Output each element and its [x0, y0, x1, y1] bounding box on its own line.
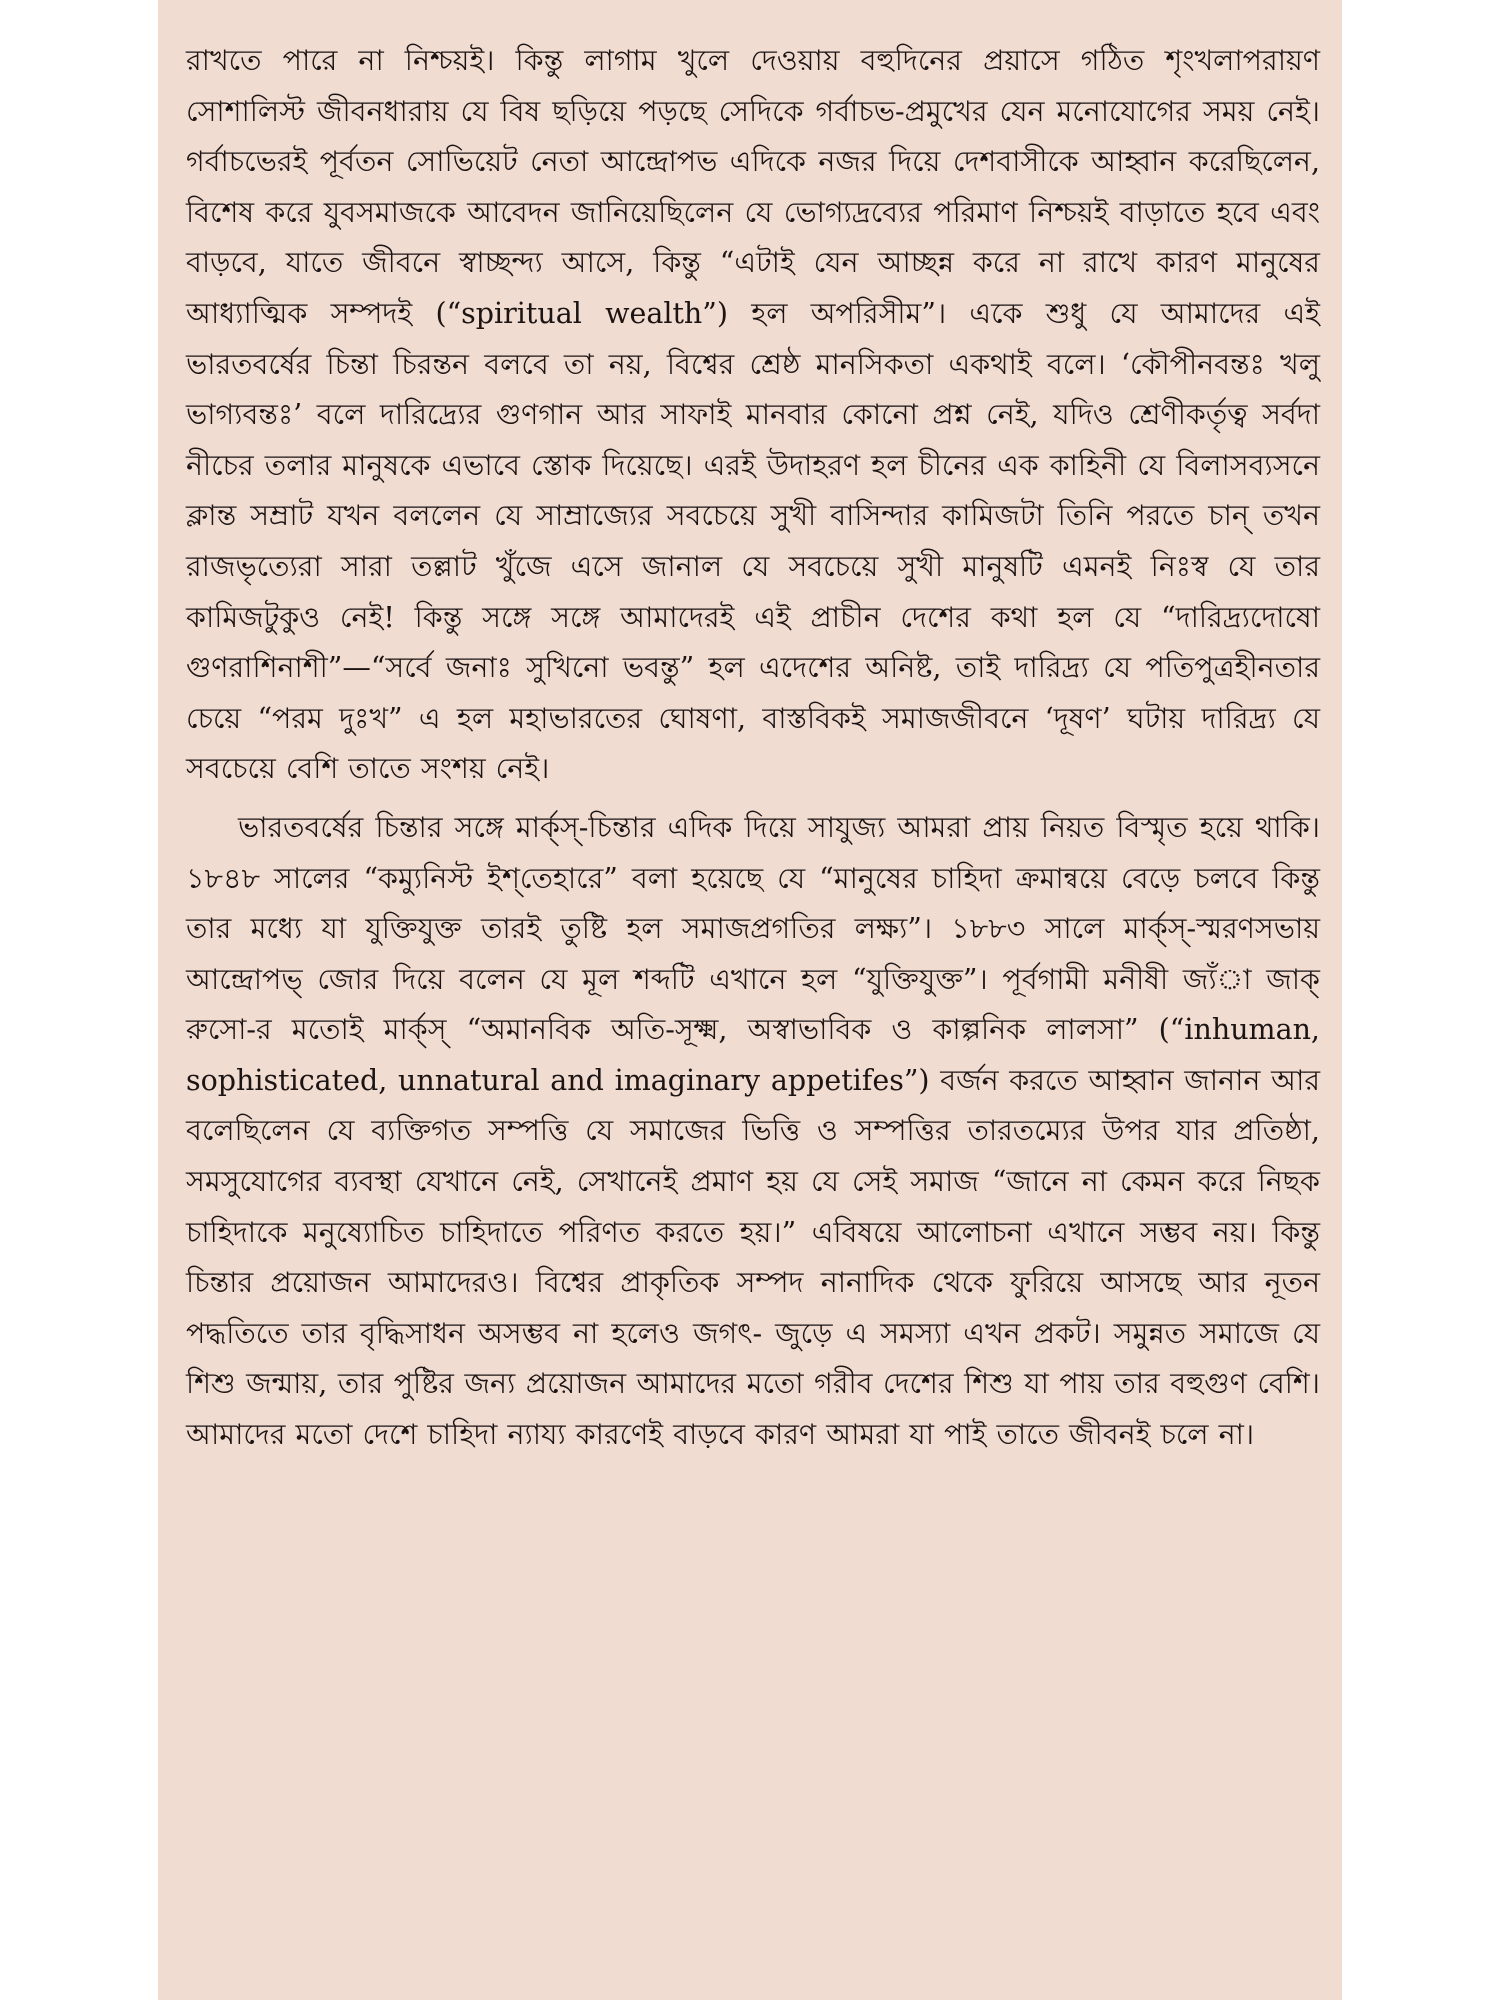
scanned-page — [158, 0, 1342, 2000]
paragraph-2: ভারতবর্ষের চিন্তার সঙ্গে মার্ক্‌স্-চিন্তার এদিক দিয়ে সাযুজ্য আমরা প্রায় নিয়ত বিস্মৃত হয়ে থাকি। ১৮৪৮ সালের “কম্যুনিস্ট ইশ্‌তেহারে” বলা হয়েছে যে “মানুষের চাহিদা ক্রমান্বয়ে বেড়ে চলবে কিন্তু তার মধ্যে যা যুক্তিযুক্ত তারই তুষ্টি হল সমাজপ্রগতির লক্ষ্য”। ১৮৮৩ সালে মার্ক্‌স্-স্মরণসভায় আন্দ্রোপভ্ জোর দিয়ে বলেন যে মূল শব্দটি এখানে হল “যুক্তিযুক্ত”। পূর্বগামী মনীষী জ্যঁা জাক্ রুসো-র মতোই মার্ক্‌স্ “অমানবিক অতি-সূক্ষ্ম, অস্বাভাবিক ও কাল্পনিক লালসা” (“inhuman, sophisticated, unnatural and imaginary appetifes”) বর্জন করতে আহ্বান জানান আর বলেছিলেন যে ব্যক্তিগত সম্পত্তি যে সমাজের ভিত্তি ও সম্পত্তির তারতম্যের উপর যার প্রতিষ্ঠা, সমসুযোগের ব্যবস্থা যেখানে নেই, সেখানেই প্রমাণ হয় যে সেই সমাজ “জানে না কেমন করে নিছক চাহিদাকে মনুষ্যোচিত চাহিদাতে পরিণত করতে হয়।” এবিষয়ে আলোচনা এখানে সম্ভব নয়। কিন্তু চিন্তার প্রয়োজন আমাদেরও। বিশ্বের প্রাকৃতিক সম্পদ নানাদিক থেকে ফুরিয়ে আসছে আর নূতন পদ্ধতিতে তার বৃদ্ধিসাধন অসম্ভব না হলেও জগৎ- জুড়ে এ সমস্যা এখন প্রকট। সমুন্নত সমাজে যে শিশু জন্মায়, তার পুষ্টির জন্য প্রয়োজন আমাদের মতো গরীব দেশের শিশু যা পায় তার বহুগুণ বেশি। আমাদের মতো দেশে চাহিদা ন্যায্য কারণেই বাড়বে কারণ আমরা যা পাই তাতে জীবনই চলে না। — [186, 810, 1320, 1452]
paragraph-1: রাখতে পারে না নিশ্চয়ই। কিন্তু লাগাম খুলে দেওয়ায় বহুদিনের প্রয়াসে গঠিত শৃংখলাপরায়ণ সোশালিস্ট জীবনধারায় যে বিষ ছড়িয়ে পড়ছে সেদিকে গর্বাচভ-প্রমুখের যেন মনোযোগের সময় নেই। গর্বাচভেরই পূর্বতন সোভিয়েট নেতা আন্দ্রোপভ এদিকে নজর দিয়ে দেশবাসীকে আহ্বান করেছিলেন, বিশেষ করে যুবসমাজকে আবেদন জানিয়েছিলেন যে ভোগ্যদ্রব্যের পরিমাণ নিশ্চয়ই বাড়াতে হবে এবং বাড়বে, যাতে জীবনে স্বাচ্ছন্দ্য আসে, কিন্তু “এটাই যেন আচ্ছন্ন করে না রাখে কারণ মানুষের আধ্যাত্মিক সম্পদই (“spiritual wealth”) হল অপরিসীম”। একে শুধু যে আমাদের এই ভারতবর্ষের চিন্তা চিরন্তন বলবে তা নয়, বিশ্বের শ্রেষ্ঠ মানসিকতা একথাই বলে। ‘কৌপীনবন্তঃ খলু ভাগ্যবন্তঃ’ বলে দারিদ্র্যের গুণগান আর সাফাই মানবার কোনো প্রশ্ন নেই, যদিও শ্রেণীকর্তৃত্ব সর্বদা নীচের তলার মানুষকে এভাবে স্তোক দিয়েছে। এরই উদাহরণ হল চীনের এক কাহিনী যে বিলাসব্যসনে ক্লান্ত সম্রাট যখন বললেন যে সাম্রাজ্যের সবচেয়ে সুখী বাসিন্দার কামিজটা তিনি পরতে চান্ তখন রাজভৃত্যেরা সারা তল্লাট খুঁজে এসে জানাল যে সবচেয়ে সুখী মানুষটি এমনই নিঃস্ব যে তার কামিজটুকুও নেই! কিন্তু সঙ্গে সঙ্গে আমাদেরই এই প্রাচীন দেশের কথা হল যে “দারিদ্র্যদোষো গুণরাশিনাশী”—“সর্বে জনাঃ সুখিনো ভবন্তু” হল এদেশের অনিষ্ট, তাই দারিদ্র্য যে পতিপুত্রহীনতার চেয়ে “পরম দুঃখ” এ হল মহাভারতের ঘোষণা, বাস্তবিকই সমাজজীবনে ‘দূষণ’ ঘটায় দারিদ্র্য যে সবচেয়ে বেশি তাতে সংশয় নেই। — [186, 44, 1320, 786]
